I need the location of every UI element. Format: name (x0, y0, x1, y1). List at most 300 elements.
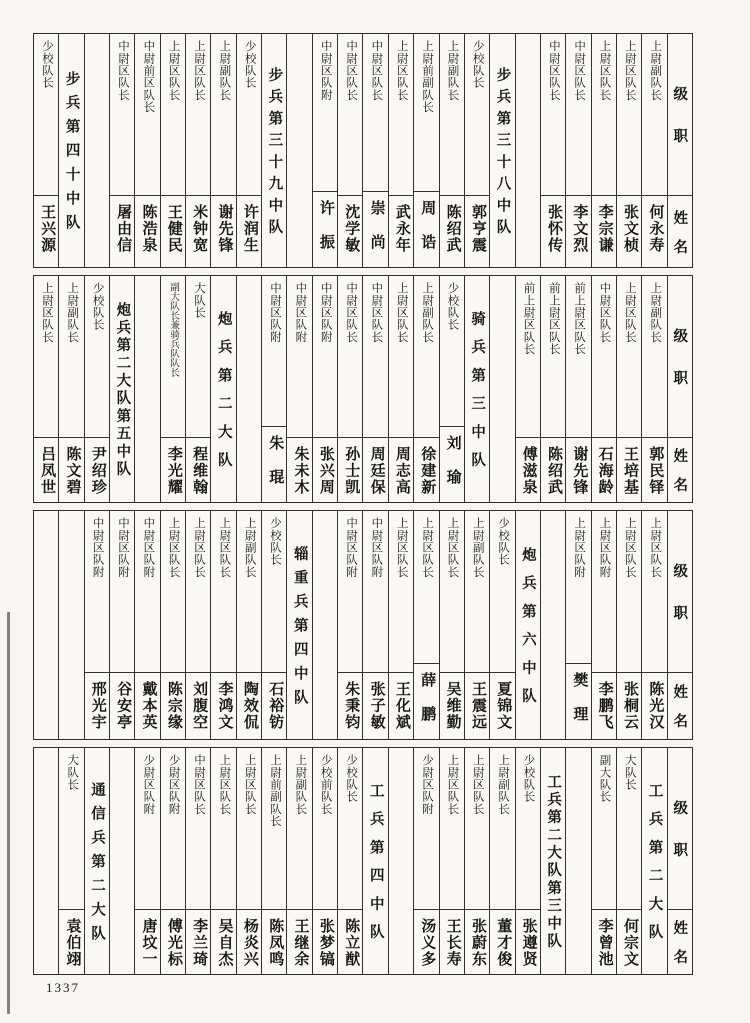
roster-column (134, 748, 159, 974)
roster-column (464, 511, 489, 739)
rank-cell (617, 748, 641, 910)
roster-column (312, 276, 337, 502)
rank-text: 少尉区队附 (421, 754, 434, 815)
rank-text: 上尉副队长 (294, 754, 307, 815)
person-name: 张文桢 (622, 204, 639, 254)
spacer-column (388, 748, 413, 974)
person-name: 陶效侃 (241, 681, 258, 731)
label-column (667, 34, 692, 267)
empty-cell (237, 276, 261, 502)
rank-text: 中尉前区队长 (142, 40, 155, 114)
unit-cell (642, 748, 666, 974)
name-cell (617, 438, 641, 502)
person-name: 樊理 (571, 671, 588, 739)
rank-cell (85, 511, 109, 673)
rank-cell (237, 34, 261, 196)
rank-cell (338, 276, 362, 438)
label-column (667, 511, 692, 743)
empty-cell (313, 511, 337, 739)
person-name: 王培基 (622, 446, 639, 496)
rank-text: 上尉副队长 (649, 282, 662, 343)
person-name: 傅光标 (165, 918, 182, 968)
name-cell (389, 196, 413, 267)
rank-cell (617, 34, 641, 196)
roster-column (362, 511, 387, 739)
name-label-cell (668, 910, 692, 979)
name-cell (642, 196, 666, 267)
roster-column (439, 34, 464, 267)
person-name: 陈光汉 (647, 681, 664, 731)
rank-cell (389, 276, 413, 438)
person-name: 董才俊 (495, 918, 512, 968)
rank-cell (592, 276, 616, 438)
spacer-column (540, 511, 565, 739)
name-cell (363, 192, 387, 268)
rank-text: 中尉区队长 (547, 40, 560, 101)
person-name: 郭民铎 (647, 446, 664, 496)
roster-column (591, 511, 616, 739)
rank-text: 中尉区队附 (269, 282, 282, 343)
person-name: 周诰 (419, 199, 436, 267)
roster-column (337, 276, 362, 502)
unit-name: 工兵第二大队 (646, 783, 663, 953)
name-cell (440, 910, 464, 974)
rank-text: 中尉区队长 (193, 754, 206, 815)
rank-text: 副大队长兼骑兵队队长 (168, 282, 179, 377)
rank-text: 上尉区队长 (243, 754, 256, 815)
spacer-column (236, 276, 261, 502)
unit-name: 步兵第三十九中队 (266, 67, 283, 242)
rank-cell (110, 511, 134, 673)
name-cell (110, 673, 134, 739)
unit-name: 骑兵第三中队 (469, 311, 486, 481)
rank-cell (566, 511, 590, 664)
rank-cell (161, 511, 185, 673)
unit-header-column (261, 34, 286, 267)
name-cell (59, 910, 83, 974)
roster-column (413, 511, 438, 739)
name-cell (313, 192, 337, 268)
unit-header-column (540, 748, 565, 974)
person-name: 谷安亭 (115, 681, 132, 731)
rank-cell (541, 276, 565, 438)
rank-cell (363, 34, 387, 192)
unit-header-column (489, 34, 514, 267)
rank-text: 上尉区队长 (167, 40, 180, 101)
roster-column (210, 511, 235, 739)
person-name: 汤义多 (419, 918, 436, 968)
roster-column (464, 748, 489, 974)
person-name: 李文烈 (571, 204, 588, 254)
name-cell (389, 673, 413, 739)
name-cell (642, 438, 666, 502)
unit-header-column (84, 748, 109, 974)
rank-text: 少尉区队附 (142, 754, 155, 815)
name-label: 姓名 (671, 684, 688, 743)
spacer-column (34, 748, 58, 974)
rank-text: 上尉区队长 (40, 282, 53, 343)
rank-text: 中尉区队附 (294, 282, 307, 343)
rank-cell (338, 748, 362, 910)
roster-column (134, 511, 159, 739)
rank-label-cell (668, 276, 692, 438)
name-cell (59, 438, 83, 502)
roster-column (515, 276, 540, 502)
roster-column (616, 748, 641, 974)
name-cell (566, 438, 590, 502)
page-number: 1337 (46, 980, 80, 995)
name-cell (363, 673, 387, 739)
rank-cell (85, 276, 109, 438)
rank-text: 副大队长 (598, 754, 611, 803)
rank-cell (338, 34, 362, 196)
rank-cell (516, 276, 540, 438)
roster-band-4 (33, 747, 693, 979)
rank-text: 中尉区队长 (116, 40, 129, 101)
rank-text: 少校队长 (345, 754, 358, 803)
person-name: 李光耀 (165, 446, 182, 496)
person-name: 张桐云 (622, 681, 639, 731)
unit-cell (85, 748, 109, 974)
roster-column (337, 748, 362, 974)
empty-cell (110, 748, 134, 974)
roster-band-3 (33, 510, 693, 743)
empty-cell (541, 511, 565, 739)
rank-cell (617, 511, 641, 673)
roster-column (489, 511, 514, 739)
person-name: 朱未木 (292, 446, 309, 496)
name-cell (85, 673, 109, 739)
rank-cell (186, 276, 210, 438)
rank-cell (262, 748, 286, 910)
spacer-column (286, 34, 311, 267)
unit-name: 通信兵第二大队 (88, 781, 105, 950)
rank-cell (59, 276, 83, 438)
roster-column (337, 34, 362, 267)
name-cell (389, 438, 413, 502)
roster-column (286, 276, 311, 502)
roster-column (185, 34, 210, 267)
person-name: 朱琨 (267, 434, 284, 502)
name-cell (566, 664, 590, 740)
person-name: 吴自杰 (216, 918, 233, 968)
name-cell (262, 673, 286, 739)
name-cell (440, 427, 464, 503)
rank-text: 少校队长 (471, 40, 484, 89)
name-cell (363, 438, 387, 502)
person-name: 陈浩泉 (140, 204, 157, 254)
name-cell (592, 438, 616, 502)
rank-text: 上尉区队附 (598, 517, 611, 578)
person-name: 张遵贤 (520, 918, 537, 968)
roster-column (337, 511, 362, 739)
rank-text: 少校队长 (522, 754, 535, 803)
person-name: 孙士凯 (343, 446, 360, 496)
roster-table (33, 33, 693, 979)
rank-text: 大队长 (193, 282, 206, 319)
rank-cell (440, 34, 464, 196)
name-cell (465, 196, 489, 267)
roster-column (565, 34, 590, 267)
rank-cell (414, 748, 438, 910)
rank-text: 上尉副队长 (243, 517, 256, 578)
person-name: 许润生 (241, 204, 258, 254)
unit-header-column (362, 748, 387, 974)
roster-column (160, 276, 185, 502)
person-name: 陈文碧 (64, 446, 81, 496)
person-name: 戴本英 (140, 681, 157, 731)
rank-cell (135, 511, 159, 673)
rank-cell (313, 276, 337, 438)
rank-cell (465, 511, 489, 673)
unit-cell (541, 748, 565, 974)
spacer-column (515, 34, 540, 267)
name-cell (262, 427, 286, 503)
rank-text: 上尉副队长 (649, 40, 662, 101)
roster-column (261, 748, 286, 974)
rank-text: 上尉区队长 (395, 40, 408, 101)
rank-cell (186, 511, 210, 673)
name-cell (490, 910, 514, 974)
rank-cell (34, 34, 58, 196)
roster-column (565, 511, 590, 739)
person-name: 沈学敏 (343, 204, 360, 254)
name-cell (161, 438, 185, 502)
roster-column (439, 276, 464, 502)
rank-text: 大队长 (623, 754, 636, 791)
person-name: 邢光宇 (89, 681, 106, 731)
roster-band-2 (33, 275, 693, 507)
name-cell (338, 910, 362, 974)
rank-text: 中尉区队附 (319, 282, 332, 343)
person-name: 王兴源 (39, 204, 56, 254)
rank-text: 中尉区队长 (370, 282, 383, 343)
name-cell (338, 673, 362, 739)
rank-cell (465, 748, 489, 910)
person-name: 谢先锋 (216, 204, 233, 254)
empty-cell (516, 34, 540, 267)
rank-text: 中尉区队长 (370, 40, 383, 101)
rank-cell (592, 748, 616, 910)
name-cell (414, 438, 438, 502)
rank-cell (363, 276, 387, 438)
empty-cell (34, 748, 58, 974)
person-name: 石裕钫 (267, 681, 284, 731)
scan-edge-artifact (7, 612, 10, 1014)
person-name: 李曾池 (596, 918, 613, 968)
name-cell (34, 196, 58, 267)
roster-column (388, 276, 413, 502)
roster-column (413, 748, 438, 974)
person-name: 陈绍武 (545, 446, 562, 496)
roster-column (134, 34, 159, 267)
roster-column (388, 511, 413, 739)
empty-cell (59, 511, 83, 739)
rank-text: 上尉区队长 (649, 517, 662, 578)
person-name: 崇尚 (368, 199, 385, 267)
rank-cell (566, 34, 590, 196)
rank-text: 上尉区队长 (193, 40, 206, 101)
rank-cell (414, 276, 438, 438)
roster-column (160, 748, 185, 974)
rank-cell (237, 748, 261, 910)
roster-column (540, 276, 565, 502)
name-label: 姓名 (671, 920, 688, 979)
rank-cell (566, 276, 590, 438)
roster-column (591, 34, 616, 267)
roster-column (236, 748, 261, 974)
rank-cell (338, 511, 362, 673)
person-name: 米钟宽 (191, 204, 208, 254)
name-cell (186, 910, 210, 974)
rank-text: 中尉区队附 (345, 517, 358, 578)
roster-column (413, 276, 438, 502)
person-name: 唐坟一 (140, 918, 157, 968)
rank-text: 上尉副队长 (497, 754, 510, 815)
person-name: 王震远 (469, 681, 486, 731)
rank-cell (465, 34, 489, 196)
name-cell (338, 438, 362, 502)
rank-cell (541, 34, 565, 196)
person-name: 何宗文 (622, 918, 639, 968)
rank-text: 少尉区队附 (167, 754, 180, 815)
name-cell (338, 196, 362, 267)
roster-column (34, 34, 58, 267)
roster-column (439, 748, 464, 974)
person-name: 李鹏飞 (596, 681, 613, 731)
rank-cell (414, 511, 438, 664)
name-cell (440, 673, 464, 739)
rank-cell (262, 511, 286, 673)
rank-cell (363, 511, 387, 673)
name-label-cell (668, 438, 692, 507)
rank-cell (617, 276, 641, 438)
roster-column (160, 34, 185, 267)
unit-cell (490, 34, 514, 267)
person-name: 李宗谦 (596, 204, 613, 254)
name-cell (541, 196, 565, 267)
name-cell (592, 196, 616, 267)
name-cell (237, 673, 261, 739)
rank-cell (59, 748, 83, 910)
roster-column (540, 34, 565, 267)
rank-cell (262, 276, 286, 427)
empty-cell (389, 748, 413, 974)
empty-cell (490, 276, 514, 502)
name-cell (186, 438, 210, 502)
rank-text: 上尉区队长 (623, 517, 636, 578)
name-cell (85, 438, 109, 502)
person-name: 李兰琦 (191, 918, 208, 968)
rank-label-cell (668, 748, 692, 910)
rank-text: 上尉区队附 (573, 517, 586, 578)
roster-column (515, 748, 540, 974)
person-name: 袁伯翊 (64, 918, 81, 968)
rank-text: 中尉区队长 (345, 40, 358, 101)
rank-text: 前上尉区队长 (547, 282, 560, 356)
person-name: 屠由信 (115, 204, 132, 254)
rank-text: 上尉副队长 (446, 40, 459, 101)
name-cell (135, 196, 159, 267)
rank-cell (440, 748, 464, 910)
person-name: 武永年 (393, 204, 410, 254)
spacer-column (34, 511, 58, 739)
rank-cell (161, 276, 185, 438)
rank-cell (592, 34, 616, 196)
unit-name: 工兵第二大队第三中队 (545, 774, 562, 952)
person-name: 王健民 (165, 204, 182, 254)
person-name: 薛鹏 (419, 671, 436, 739)
rank-text: 上尉区队长 (623, 40, 636, 101)
person-name: 李鸿文 (216, 681, 233, 731)
name-cell (237, 910, 261, 974)
name-label-cell (668, 673, 692, 743)
rank-text: 上尉区队长 (193, 517, 206, 578)
rank-label: 级职 (671, 563, 688, 648)
name-cell (642, 673, 666, 739)
person-name: 朱秉钧 (343, 681, 360, 731)
roster-column (236, 34, 261, 267)
rank-text: 前上尉区队长 (522, 282, 535, 356)
name-cell (465, 910, 489, 974)
rank-cell (135, 748, 159, 910)
rank-text: 上尉区队长 (218, 517, 231, 578)
rank-cell (186, 34, 210, 196)
name-cell (516, 910, 540, 974)
roster-column (261, 276, 286, 502)
roster-column (58, 276, 83, 502)
rank-label-cell (668, 511, 692, 673)
name-cell (617, 910, 641, 974)
name-cell (186, 673, 210, 739)
person-name: 张梦镐 (317, 918, 334, 968)
rank-text: 上尉区队长 (395, 282, 408, 343)
rank-text: 中尉区队附 (116, 517, 129, 578)
rank-cell (389, 34, 413, 196)
rank-text: 少校队长 (40, 40, 53, 89)
rank-text: 大队长 (66, 754, 79, 791)
spacer-column (489, 276, 514, 502)
roster-column (616, 34, 641, 267)
empty-cell (566, 748, 590, 974)
roster-column (362, 276, 387, 502)
roster-column (312, 748, 337, 974)
unit-name: 工兵第四中队 (367, 783, 384, 953)
person-name: 王长寿 (444, 918, 461, 968)
roster-column (616, 276, 641, 502)
person-name: 周志高 (393, 446, 410, 496)
rank-cell (211, 748, 235, 910)
rank-cell (516, 748, 540, 910)
person-name: 张兴周 (317, 446, 334, 496)
name-cell (262, 910, 286, 974)
person-name: 陈凤鸣 (267, 918, 284, 968)
rank-text: 上尉副队长 (218, 40, 231, 101)
unit-name: 炮兵第二大队 (215, 311, 232, 481)
name-cell (135, 673, 159, 739)
unit-header-column (210, 276, 235, 502)
unit-cell (110, 276, 134, 502)
unit-name: 炮兵第二大队第五中队 (114, 302, 131, 480)
spacer-column (312, 511, 337, 739)
rank-text: 上尉区队长 (421, 517, 434, 578)
rank-cell (440, 511, 464, 673)
name-cell (211, 673, 235, 739)
rank-text: 上尉区队长 (471, 754, 484, 815)
rank-cell (414, 34, 438, 192)
name-cell (440, 196, 464, 267)
rank-label: 级职 (671, 86, 688, 171)
